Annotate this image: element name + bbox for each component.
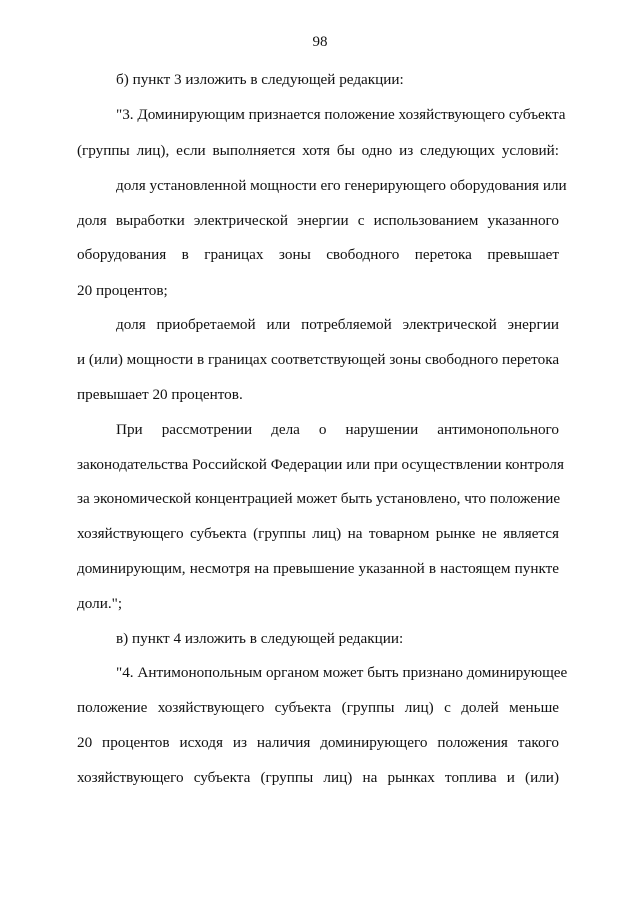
text-line: законодательства Российской Федерации или при осуществлении контроля bbox=[77, 456, 564, 473]
text-line: "3. Доминирующим признается положение хозяйствующего субъекта bbox=[116, 106, 566, 123]
text-line: в) пункт 4 изложить в следующей редакции: bbox=[116, 630, 404, 647]
page-number: 98 bbox=[312, 34, 328, 50]
text-line: б) пункт 3 изложить в следующей редакции: bbox=[116, 71, 404, 88]
text-line: доля установленной мощности его генерирующего оборудования или bbox=[116, 177, 567, 194]
text-line: хозяйствующего субъекта (группы лиц) на товарном рынке не является bbox=[77, 525, 559, 542]
text-line: (группы лиц), если выполняется хотя бы одно из следующих условий: bbox=[77, 142, 559, 159]
text-line: доля выработки электрической энергии с использованием указанного bbox=[77, 212, 559, 229]
text-line: хозяйствующего субъекта (группы лиц) на рынках топлива и (или) bbox=[77, 769, 559, 786]
text-line: доли."; bbox=[77, 595, 123, 612]
text-line: превышает 20 процентов. bbox=[77, 386, 243, 403]
text-line: и (или) мощности в границах соответствующей зоны свободного перетока bbox=[77, 351, 560, 368]
text-line: доминирующим, несмотря на превышение указанной в настоящем пункте bbox=[77, 560, 559, 577]
text-line: При рассмотрении дела о нарушении антимонопольного bbox=[116, 421, 559, 438]
text-line: 20 процентов; bbox=[77, 282, 168, 299]
text-line: за экономической концентрацией может быть установлено, что положение bbox=[77, 490, 561, 507]
text-line: доля приобретаемой или потребляемой электрической энергии bbox=[116, 316, 559, 333]
text-line: положение хозяйствующего субъекта (группы лиц) с долей меньше bbox=[77, 699, 559, 716]
text-line: оборудования в границах зоны свободного перетока превышает bbox=[77, 246, 559, 263]
text-line: "4. Антимонопольным органом может быть признано доминирующее bbox=[116, 664, 568, 681]
text-line: 20 процентов исходя из наличия доминирующего положения такого bbox=[77, 734, 559, 751]
